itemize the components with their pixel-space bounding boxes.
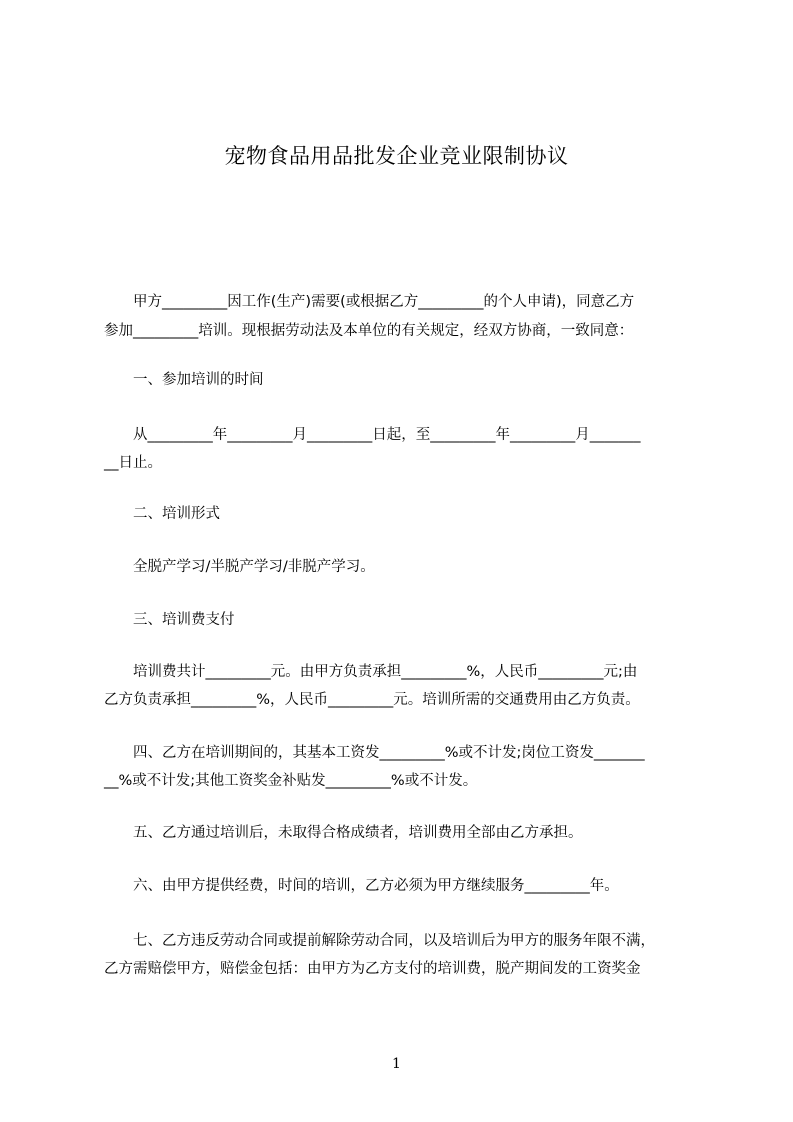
section-7-line-2: 乙方需赔偿甲方，赔偿金包括：由甲方为乙方支付的培训费，脱产期间发的工资奖金 <box>104 961 641 977</box>
section-1-heading: 一、参加培训的时间 <box>104 372 264 388</box>
section-1-line-2: __日止。 <box>104 455 162 471</box>
section-3-heading: 三、培训费支付 <box>104 612 235 628</box>
section-1-line-1: 从_________年_________月_________日起，至_________年_________月_______ <box>104 427 641 443</box>
section-4-line-2: __%或不计发;其他工资奖金补贴发_________%或不计发。 <box>104 773 478 789</box>
page-number: 1 <box>392 1056 401 1072</box>
paragraph-intro-line-2: 参加_________培训。现根据劳动法及本单位的有关规定，经双方协商，一致同意： <box>104 323 634 339</box>
section-2-heading: 二、培训形式 <box>104 506 220 522</box>
section-4-line-1: 四、乙方在培训期间的，其基本工资发_________%或不计发;岗位工资发_______ <box>104 745 645 761</box>
section-5-body: 五、乙方通过培训后，未取得合格成绩者，培训费用全部由乙方承担。 <box>104 825 583 841</box>
section-3-line-2: 乙方负责承担_________%，人民币_________元。培训所需的交通费用由乙方负责。 <box>104 692 640 708</box>
section-2-body: 全脱产学习/半脱产学习/非脱产学习。 <box>104 559 375 575</box>
document-title: 宠物食品用品批发企业竞业限制协议 <box>224 144 569 168</box>
paragraph-intro-line-1: 甲方_________因工作(生产)需要(或根据乙方_________的个人申请)，同意乙方 <box>104 294 635 310</box>
section-3-line-1: 培训费共计_________元。由甲方负责承担_________%，人民币_________元;由 <box>104 664 638 680</box>
section-6-body: 六、由甲方提供经费，时间的培训，乙方必须为甲方继续服务_________年。 <box>104 878 619 894</box>
section-7-line-1: 七、乙方违反劳动合同或提前解除劳动合同，以及培训后为甲方的服务年限不满， <box>104 933 655 949</box>
